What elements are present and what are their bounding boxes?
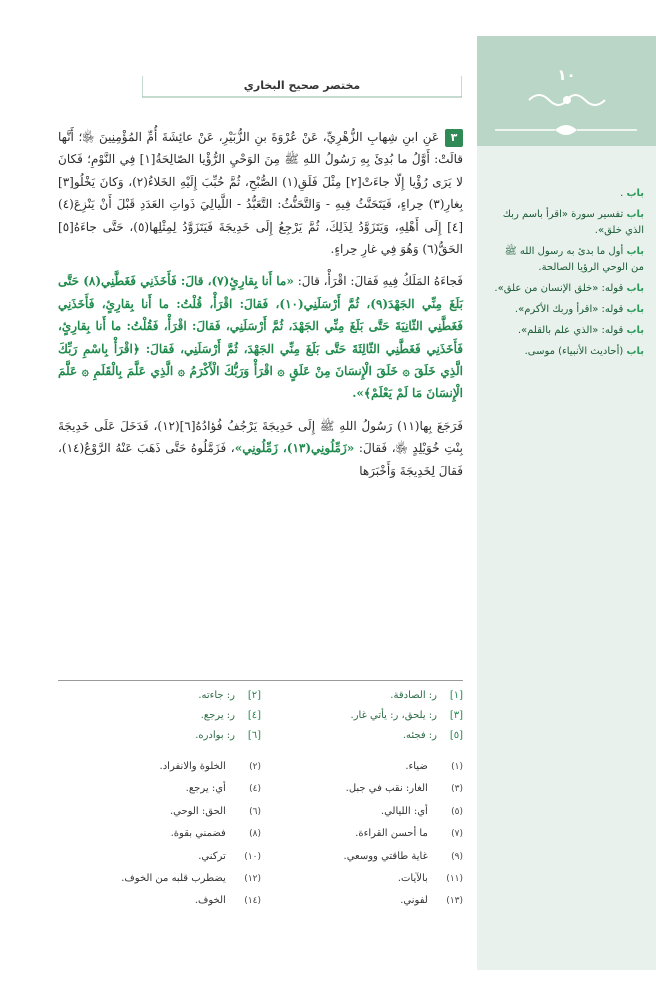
sidebar-entry: باب أول ما بدئ به رسول الله ﷺ من الوحي الرؤيا الصالحة. <box>504 246 644 273</box>
book-title: مختصر صحيح البخاري <box>243 79 361 92</box>
divider-ornament-icon <box>495 120 637 140</box>
glossary-row: (٩) غاية طاقتي ووسعي. (١٠) تركني. <box>198 850 463 862</box>
variant-text: ر: يرجع. <box>200 710 235 721</box>
sidebar-entry: باب (أحاديث الأنبياء) موسى. <box>524 346 644 357</box>
glossary-row: (٣) الغار: نقب في جبل. (٤) أي: يرجع. <box>185 783 463 795</box>
sidebar-chapter-list <box>494 186 644 365</box>
glossary-row: (١١) بالآيات. (١٢) يضطرب قلبه من الخوف. <box>121 872 463 884</box>
variant-mark: [٢] <box>247 690 261 701</box>
glossary-row: (٥) أي: الليالي. (٦) الحق: الوحي. <box>169 805 463 817</box>
glossary-row: (١) ضياء. (٢) الخلوة والانفراد. <box>159 761 463 772</box>
variant-readings <box>58 686 463 746</box>
revelation-intro: فَجاءَهُ المَلَكُ فِيهِ فَقالَ: اقْرَأْ، قالَ: <box>293 274 463 289</box>
sidebar-panel <box>477 36 656 970</box>
running-header <box>142 76 462 98</box>
return-text-b: ، فَزَمَّلُوهُ حَتَّى ذَهَبَ عَنْهُ الرَّوْعُ(١٤)، فَقالَ لِخَدِيجَةَ وَأَخْبَرَها <box>58 441 463 478</box>
glossary-notes <box>58 756 463 913</box>
cover-me-speech: «زَمِّلُونِي(١٣)، زَمِّلُونِي» <box>234 441 355 456</box>
sidebar-entry: باب قوله: «الذي علم بالقلم». <box>517 325 644 336</box>
variant-row <box>58 686 463 706</box>
variant-text: ر: الصادقة. <box>390 690 437 701</box>
variant-text: ر: جاءته. <box>198 690 235 701</box>
page-number: ١٠ <box>557 66 576 84</box>
glossary-row: (١٣) لفوني. (١٤) الخوف. <box>194 895 463 907</box>
sidebar-header-band <box>477 36 656 146</box>
variant-row <box>58 706 463 726</box>
main-text <box>58 126 463 492</box>
sidebar-entry: باب قوله: «اقرأ وربك الأكرم». <box>514 304 644 315</box>
variant-mark: [١] <box>449 690 463 701</box>
sidebar-entry: باب قوله: «خلق الإنسان من علق». <box>494 283 644 294</box>
variant-mark: [٤] <box>247 710 261 721</box>
variant-text: ر: بوادره. <box>195 730 235 741</box>
footnote-divider <box>58 680 463 681</box>
variant-text: ر: فجئه. <box>402 730 437 741</box>
glossary-row: (٧) ما أحسن القراءة. (٨) فضمني بقوة. <box>170 828 463 840</box>
variant-mark: [٦] <box>247 730 261 741</box>
sidebar-entry: باب تفسير سورة «اقرأ باسم ربك الذي خلق». <box>502 209 644 236</box>
variant-mark: [٥] <box>449 730 463 741</box>
prophet-speech: «ما أَنا بِقارِئٍ(٧)، قالَ: فَأَخَذَنِي فَغَطَّنِي(٨) حَتَّى بَلَغَ مِنِّي الجَهْدَ(٩)، ثُمَّ أَرْسَلَنِي(١٠)، فَقالَ: اقْرَأْ، قُلْتُ: ما أَنا بِقارِئٍ، فَأَخَذَنِي فَغَطَّنِي الثّانِيَةَ حَتَّى بَلَغَ مِنِّي الجَهْدَ، ثُمَّ أَرْسَلَنِي، فَقالَ: اقْرَأْ، فَقُلْتُ: ما أَنا بِقارِئٍ، فَأَخَذَنِي فَغَطَّنِي الثّالِثَةَ حَتَّى بَلَغَ مِنِّي الجَهْدَ، ثُمَّ أَرْسَلَنِي، فَقالَ: ﴿اقْرَأْ بِاسْمِ رَبِّكَ الَّذِي خَلَقَ ۞ خَلَقَ الْإِنسَانَ مِنْ عَلَقٍ ۞ اقْرَأْ وَرَبُّكَ الْأَكْرَمُ ۞ الَّذِي عَلَّمَ بِالْقَلَمِ ۞ عَلَّمَ الْإِنسَانَ مَا لَمْ يَعْلَمْ﴾». <box>58 274 463 401</box>
variant-text: ر: يلحق، ر: يأتي غار. <box>350 710 437 721</box>
revelation-paragraph <box>58 270 463 404</box>
hadith-text: عَنِ ابنِ شِهابِ الزُّهْرِيِّ، عَنْ عُرْوَةَ بنِ الزُّبَيْرِ، عَنْ عائِشَةَ أُمِّ المُؤْمِنِينَ ﵂؛ أَنَّها قالَتْ: أَوَّلُ ما بُدِئَ بِهِ رَسُولُ اللهِ ﷺ مِنَ الوَحْيِ الرُّؤْيا الصّالِحَةُ[١] فِي النَّوْمِ؛ فَكانَ لا يَرَى رُؤْيا إِلّا جاءَتْ[٢] مِثْلَ فَلَقِ(١) الصُّبْحِ، ثُمَّ حُبِّبَ إِلَيْهِ الخَلاءُ(٢)، وَكانَ يَخْلُو[٣] بِغارِ(٣) حِراءٍ، فَيَتَحَنَّثُ فِيهِ - وَالتَّحَنُّثُ: التَّعَبُّدُ - اللَّيالِيَ ذَواتِ العَدَدِ قَبْلَ أَنْ يَنْزِعَ(٤)[٤] إِلَى أَهْلِهِ، وَيَتَزَوَّدُ لِذَلِكَ، ثُمَّ يَرْجِعُ إِلَى خَدِيجَةَ فَيَتَزَوَّدُ لِمِثْلِها(٥)، حَتَّى جاءَهُ[٥] الحَقُّ(٦) وَهُوَ فِي غارِ حِراءٍ. <box>58 130 464 257</box>
ornament-icon <box>525 88 609 110</box>
hadith-paragraph <box>58 126 463 260</box>
sidebar-entry: باب . <box>620 188 644 199</box>
variant-row <box>58 726 463 746</box>
return-text-a: فَرَجَعَ بِها(١١) رَسُولُ اللهِ ﷺ إِلَى خَدِيجَةَ يَرْجُفُ فُؤادُهُ[٦](١٢)، فَدَخَلَ عَلَى خَدِيجَةَ بِنْتِ خُوَيْلِدٍ ﵂، فَقالَ: <box>58 418 464 456</box>
return-paragraph <box>58 415 463 482</box>
hadith-number-badge: ٣ <box>445 129 463 147</box>
variant-mark: [٣] <box>449 710 463 721</box>
